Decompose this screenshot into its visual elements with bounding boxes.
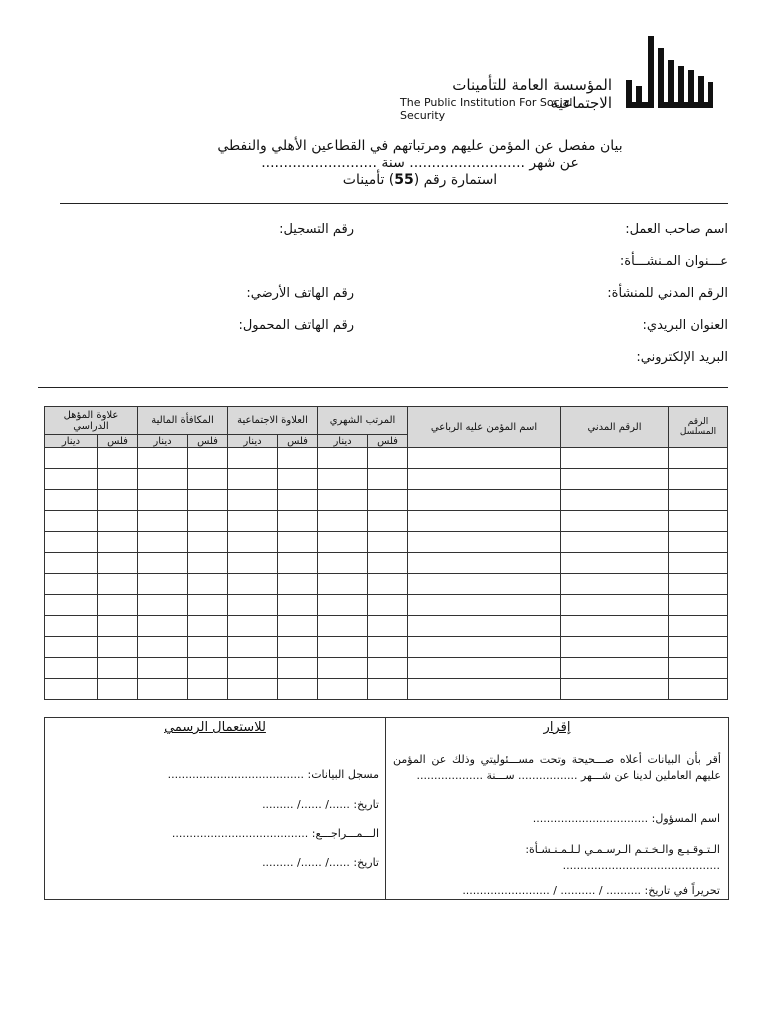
table-row — [45, 679, 728, 700]
table-cell[interactable] — [138, 511, 188, 532]
bottom-divider — [385, 718, 386, 899]
table-cell[interactable] — [561, 616, 669, 637]
table-cell[interactable] — [228, 553, 278, 574]
table-cell[interactable] — [228, 448, 278, 469]
table-cell[interactable] — [45, 532, 98, 553]
form-number-suffix: ) تأمينات — [342, 172, 395, 188]
table-cell[interactable] — [368, 511, 408, 532]
table-cell[interactable] — [561, 595, 669, 616]
table-cell[interactable] — [561, 574, 669, 595]
table-cell[interactable] — [228, 574, 278, 595]
table-cell[interactable] — [138, 448, 188, 469]
table-cell[interactable] — [98, 532, 138, 553]
table-cell[interactable] — [561, 448, 669, 469]
table-cell[interactable] — [669, 490, 728, 511]
table-cell[interactable] — [669, 448, 728, 469]
table-cell[interactable] — [138, 469, 188, 490]
table-cell[interactable] — [138, 595, 188, 616]
declaration-text: أقر بأن البيانات أعلاه صـــحيحة وتحت مســـئوليتي وذلك عن المؤمن عليهم العاملين لدينا عن شـــهر ................. ســـنة ................... — [393, 753, 721, 782]
table-cell[interactable] — [669, 511, 728, 532]
table-cell[interactable] — [669, 637, 728, 658]
table-cell[interactable] — [278, 448, 318, 469]
table-cell[interactable] — [45, 448, 98, 469]
employer-name-label: اسم صاحب العمل: — [625, 222, 728, 237]
responsible-name-field[interactable]: اسم المسؤول: ................................. — [532, 812, 720, 825]
table-cell[interactable] — [669, 595, 728, 616]
table-row — [45, 595, 728, 616]
table-row — [45, 490, 728, 511]
table-cell[interactable] — [408, 553, 561, 574]
table-cell[interactable] — [45, 553, 98, 574]
table-cell[interactable] — [45, 679, 98, 700]
bottom-panel — [44, 717, 729, 900]
table-cell[interactable] — [318, 679, 368, 700]
table-cell[interactable] — [318, 595, 368, 616]
table-cell[interactable] — [228, 469, 278, 490]
official-use-title: للاستعمال الرسمي — [164, 720, 266, 735]
header-education-allowance: علاوة المؤهل الدراسي — [45, 407, 138, 435]
form-number-prefix: استمارة رقم ( — [413, 172, 498, 188]
table-cell[interactable] — [278, 490, 318, 511]
table-cell[interactable] — [188, 679, 228, 700]
table-cell[interactable] — [188, 553, 228, 574]
table-cell[interactable] — [278, 616, 318, 637]
table-cell[interactable] — [188, 490, 228, 511]
table-cell[interactable] — [98, 511, 138, 532]
table-cell[interactable] — [138, 574, 188, 595]
table-cell[interactable] — [138, 637, 188, 658]
org-name-arabic: المؤسسة العامة للتأمينات الاجتماعية — [452, 76, 612, 112]
header-salary: المرتب الشهري — [318, 407, 408, 435]
table-row — [45, 448, 728, 469]
table-cell[interactable] — [368, 574, 408, 595]
table-cell[interactable] — [318, 616, 368, 637]
table-cell[interactable] — [188, 616, 228, 637]
table-cell[interactable] — [318, 532, 368, 553]
table-cell[interactable] — [45, 490, 98, 511]
table-cell[interactable] — [669, 469, 728, 490]
form-title: بيان مفصل عن المؤمن عليهم ومرتباتهم في القطاعين الأهلي والنفطي — [217, 138, 623, 154]
table-cell[interactable] — [188, 574, 228, 595]
table-cell[interactable] — [669, 532, 728, 553]
table-cell[interactable] — [98, 553, 138, 574]
table-cell[interactable] — [278, 679, 318, 700]
table-cell[interactable] — [228, 616, 278, 637]
facility-address-label: عـــنوان المـنشـــأة: — [619, 254, 728, 269]
table-cell[interactable] — [188, 532, 228, 553]
table-cell[interactable] — [561, 490, 669, 511]
table-cell[interactable] — [368, 679, 408, 700]
signature-field[interactable]: الـتـوقـيـع والـخـتـم الـرسـمـي لـلـمـنـشـأة: ............................................. — [525, 843, 720, 872]
data-recorder-field[interactable]: مسجل البيانات: ....................................... — [167, 768, 379, 781]
table-cell[interactable] — [138, 679, 188, 700]
table-cell[interactable] — [318, 553, 368, 574]
table-cell[interactable] — [45, 511, 98, 532]
reviewer-field[interactable]: الـــمـــراجـــع: ....................................... — [171, 827, 379, 840]
table-cell[interactable] — [561, 679, 669, 700]
table-row — [45, 616, 728, 637]
table-cell[interactable] — [561, 553, 669, 574]
table-cell[interactable] — [228, 595, 278, 616]
employees-table — [44, 406, 728, 700]
declaration-date-field[interactable]: تحريراً في تاريخ: .......... / .......... / ......................... — [462, 884, 720, 897]
header-civil-id: الرقم المدني — [561, 407, 669, 448]
table-cell[interactable] — [561, 511, 669, 532]
mobile-label: رقم الهاتف المحمول: — [238, 318, 354, 333]
table-cell[interactable] — [408, 469, 561, 490]
table-cell[interactable] — [408, 448, 561, 469]
header-social-allowance: العلاوة الاجتماعية — [228, 407, 318, 435]
table-cell[interactable] — [561, 532, 669, 553]
table-cell[interactable] — [45, 616, 98, 637]
header-bonus: المكافأة المالية — [138, 407, 228, 435]
header-serial: الرقم المسلسل — [669, 407, 728, 448]
table-cell[interactable] — [98, 658, 138, 679]
table-cell[interactable] — [368, 490, 408, 511]
table-cell[interactable] — [318, 490, 368, 511]
table-cell[interactable] — [228, 532, 278, 553]
table-cell[interactable] — [408, 532, 561, 553]
table-cell[interactable] — [98, 679, 138, 700]
sub-dinar: دينار — [138, 435, 188, 448]
table-cell[interactable] — [408, 637, 561, 658]
table-cell[interactable] — [188, 469, 228, 490]
table-cell[interactable] — [188, 448, 228, 469]
sub-fils: فلس — [98, 435, 138, 448]
table-cell[interactable] — [278, 553, 318, 574]
table-cell[interactable] — [228, 511, 278, 532]
sub-fils: فلس — [278, 435, 318, 448]
table-cell[interactable] — [228, 658, 278, 679]
table-cell[interactable] — [138, 532, 188, 553]
sub-dinar: دينار — [318, 435, 368, 448]
table-cell[interactable] — [408, 595, 561, 616]
table-cell[interactable] — [278, 637, 318, 658]
table-cell[interactable] — [669, 553, 728, 574]
form-period: عن شهر .......................... سنة .......................... — [261, 155, 579, 171]
table-row — [45, 637, 728, 658]
table-row — [45, 469, 728, 490]
table-cell[interactable] — [45, 637, 98, 658]
table-cell[interactable] — [98, 595, 138, 616]
table-cell[interactable] — [138, 658, 188, 679]
table-cell[interactable] — [45, 595, 98, 616]
table-cell[interactable] — [188, 658, 228, 679]
table-cell[interactable] — [278, 658, 318, 679]
table-cell[interactable] — [368, 532, 408, 553]
table-cell[interactable] — [318, 574, 368, 595]
email-label: البريد الإلكتروني: — [636, 350, 728, 365]
table-cell[interactable] — [318, 469, 368, 490]
table-cell[interactable] — [228, 679, 278, 700]
table-cell[interactable] — [669, 616, 728, 637]
table-cell[interactable] — [98, 448, 138, 469]
table-cell[interactable] — [228, 637, 278, 658]
divider-middle — [38, 387, 728, 388]
table-cell[interactable] — [278, 469, 318, 490]
declaration-title: إقرار — [543, 720, 571, 735]
table-cell[interactable] — [188, 595, 228, 616]
form-number-value: 55 — [394, 172, 414, 188]
table-cell[interactable] — [278, 574, 318, 595]
table-row — [45, 574, 728, 595]
table-cell[interactable] — [408, 511, 561, 532]
table-cell[interactable] — [368, 448, 408, 469]
table-cell[interactable] — [368, 658, 408, 679]
table-cell[interactable] — [368, 553, 408, 574]
table-cell[interactable] — [45, 469, 98, 490]
form-number — [110, 172, 730, 189]
table-cell[interactable] — [278, 532, 318, 553]
official-date1-field[interactable]: تاريخ: ....../ ....../ ......... — [262, 798, 379, 811]
table-cell[interactable] — [318, 658, 368, 679]
sub-dinar: دينار — [45, 435, 98, 448]
table-cell[interactable] — [98, 469, 138, 490]
table-cell[interactable] — [368, 637, 408, 658]
table-cell[interactable] — [188, 511, 228, 532]
landline-label: رقم الهاتف الأرضي: — [246, 286, 354, 301]
table-cell[interactable] — [561, 469, 669, 490]
table-cell[interactable] — [98, 616, 138, 637]
table-cell[interactable] — [368, 616, 408, 637]
table-cell[interactable] — [318, 448, 368, 469]
table-row — [45, 532, 728, 553]
table-cell[interactable] — [138, 490, 188, 511]
table-cell[interactable] — [561, 637, 669, 658]
table-cell[interactable] — [98, 490, 138, 511]
divider-top — [60, 203, 728, 204]
table-cell[interactable] — [408, 490, 561, 511]
official-date2-field[interactable]: تاريخ: ....../ ....../ ......... — [262, 856, 379, 869]
logo-mark — [622, 36, 714, 110]
sub-fils: فلس — [368, 435, 408, 448]
table-cell[interactable] — [408, 616, 561, 637]
table-cell[interactable] — [408, 658, 561, 679]
table-cell[interactable] — [45, 658, 98, 679]
table-cell[interactable] — [669, 679, 728, 700]
table-cell[interactable] — [669, 658, 728, 679]
institution-logo-icon — [622, 36, 714, 110]
org-name-english: The Public Institution For Social Security — [400, 96, 573, 122]
table-cell[interactable] — [278, 511, 318, 532]
registration-no-label: رقم التسجيل: — [279, 222, 354, 237]
header-name: اسم المؤمن عليه الرباعي — [408, 407, 561, 448]
table-cell[interactable] — [408, 574, 561, 595]
table-row — [45, 511, 728, 532]
table-cell[interactable] — [408, 679, 561, 700]
table-row — [45, 658, 728, 679]
table-cell[interactable] — [561, 658, 669, 679]
table-cell[interactable] — [318, 637, 368, 658]
table-cell[interactable] — [98, 637, 138, 658]
table-cell[interactable] — [45, 574, 98, 595]
sub-dinar: دينار — [228, 435, 278, 448]
table-cell[interactable] — [188, 637, 228, 658]
table-cell[interactable] — [368, 595, 408, 616]
sub-fils: فلس — [188, 435, 228, 448]
table-cell[interactable] — [669, 574, 728, 595]
table-cell[interactable] — [138, 553, 188, 574]
table-cell[interactable] — [368, 469, 408, 490]
table-row — [45, 553, 728, 574]
civil-no-label: الرقم المدني للمنشأة: — [607, 286, 728, 301]
table-cell[interactable] — [318, 511, 368, 532]
table-cell[interactable] — [138, 616, 188, 637]
table-cell[interactable] — [228, 490, 278, 511]
table-cell[interactable] — [98, 574, 138, 595]
table-cell[interactable] — [278, 595, 318, 616]
postal-address-label: العنوان البريدي: — [642, 318, 728, 333]
